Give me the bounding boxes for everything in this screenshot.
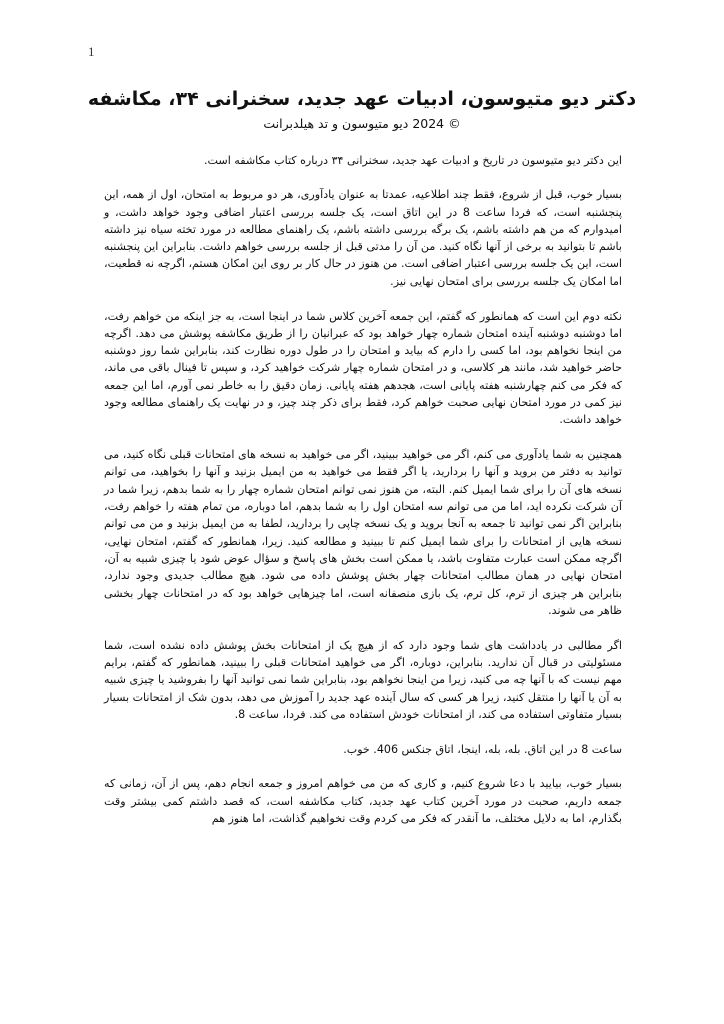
page-number: 1 <box>88 44 95 59</box>
paragraph-responsibility: اگر مطالبی در یادداشت های شما وجود دارد که از هیچ یک از امتحانات بخش پوشش داده نشده است، شما مسئولیتی در قبال آن ندارید. بنابراین، دوباره، اگر می خواهید امتحانات قبلی را ببینید، همانطور که گفتم، برایم مهم نیست که با آنها چه می کنید، زیرا من اینجا نخواهم بود، بنابراین شما نمی توانید آنها را بفروشید یا چیزی شبیه به آن یا آنها را منتقل کنید، زیرا هر کسی که سال آینده عهد جدید را آموزش می دهد، بدون شک از امتحانات بسیار بسیار متفاوتی استفاده می کند، از امتحانات خودش استفاده می کند. فردا، ساعت 8. <box>104 638 622 721</box>
document-title: دکتر دیو متیوسون، ادبیات عهد جدید، سخنرانی ۳۴، مکاشفه <box>87 88 637 110</box>
copyright-line: © 2024 دیو متیوسون و تد هیلدبرانت <box>263 116 461 131</box>
paragraph-last-class: نکته دوم این است که همانطور که گفتم، این جمعه آخرین کلاس شما در اینجا است، به جز اینکه من خواهم رفت، اما دوشنبه دوشنبه آینده امتحان شماره چهار خواهد بود که عبرانیان را از طریق مکاشفه پوشش می دهد. اگرچه من اینجا نخواهم بود، اما کسی را دارم که بیاید و امتحان را در طول دوره نظارت کند، بنابراین شما روز دوشنبه حاضر خواهید شد، مانند هر کلاسی، و در امتحان شماره چهار شرکت خواهید کرد، و سپس تا فینال باقی می ماند، که فکر می کنم چهارشنبه هفته پایانی است، هجدهم هفته پایانی. زمان دقیق را به خاطر نمی آورم، اما این جمعه نیز کمی در مورد امتحان نهایی صحبت خواهم کرد، فقط برای ذکر چند چیز، و در نهایت یک راهنمای مطالعه وجود خواهد داشت. <box>104 309 622 427</box>
paragraph-prayer: بسیار خوب، بیایید با دعا شروع کنیم، و کاری که من می خواهم امروز و جمعه انجام دهم، پس از آن، زمانی که جمعه داریم، صحبت در مورد آخرین کتاب عهد جدید، کتاب مکاشفه است، که قصد داشتم کمی بیشتر وقت بگذارم، اما به دلایل مختلف، ما آنقدر که فکر می کردم وقت نخواهیم گذاشت، اما هنوز هم <box>104 777 622 825</box>
document-body <box>104 152 622 845</box>
paragraph-announcements: بسیار خوب، قبل از شروع، فقط چند اطلاعیه، عمدتا به عنوان یادآوری، هر دو مربوط به امتحان، اول از همه، این پنجشنبه است، که فردا ساعت 8 در این اتاق است، یک جلسه بررسی اعتبار اضافی وجود خواهد داشت، و امیدوارم که من هم داشته باشم، یک برگه بررسی داشته باشم، یک راهنمای مطالعه در مورد تخته سیاه نیز داشته باشم تا بتوانید به برخی از آنها نگاه کنید. من آن را مدتی قبل از جلسه بررسی خواهم داشت. بنابراین این پنجشنبه است، این یک جلسه بررسی اعتبار اضافی است. من هنوز در حال کار بر روی این امکان هستم، اگرچه نه قطعیت، اما امکان یک جلسه بررسی برای امتحان نهایی نیز. <box>103 188 622 288</box>
paragraph-room: ساعت 8 در این اتاق. بله، بله، اینجا، اتاق جنکس 406. خوب. <box>343 742 622 756</box>
paragraph-past-exams: همچنین به شما یادآوری می کنم، اگر می خواهید ببینید، اگر می خواهید به نسخه های امتحانات قبلی نگاه کنید، می توانید به دفتر من بروید و آنها را بردارید، یا اگر فقط می خواهید به من ایمیل بزنید و آنها را بخواهید، می توانم نسخه های آن را برای شما ایمیل کنم. البته، من هنوز نمی توانم امتحان شماره چهار را به شما بدهم، زیرا شما در آن شرکت نکرده اید، اما من می توانم سه امتحان اول را به شما بدهم، اما دوباره، من تمام هفته را خواهم رفت، بنابراین اگر نمی توانید تا جمعه به آنجا بروید و یک نسخه چاپی را بردارید، لطفا به من ایمیل بزنید و من می توانم نسخه هایی از امتحانات را برای شما ایمیل کنم تا ببینید و مطالعه کنید. زیرا، همانطور که گفتم، امتحان نهایی، اگرچه ممکن است عبارت متفاوت باشد، یا ممکن است بخش های پاسخ و سؤال عوض شود یا چیزی شبیه به آن، امتحان نهایی در همان مطالب امتحانات چهار بخش پوشش داده می شود. هیچ مطالب جدیدی وجود ندارد، بنابراین هر چیزی از ترم، کل ترم، یک بازی منصفانه است، اما چیزهایی خواهد بود که در امتحانات چهار بخشی ظاهر می شوند. <box>104 448 622 617</box>
intro-paragraph: این دکتر دیو متیوسون در تاریخ و ادبیات عهد جدید، سخنرانی ۳۴ درباره کتاب مکاشفه است. <box>203 154 622 167</box>
